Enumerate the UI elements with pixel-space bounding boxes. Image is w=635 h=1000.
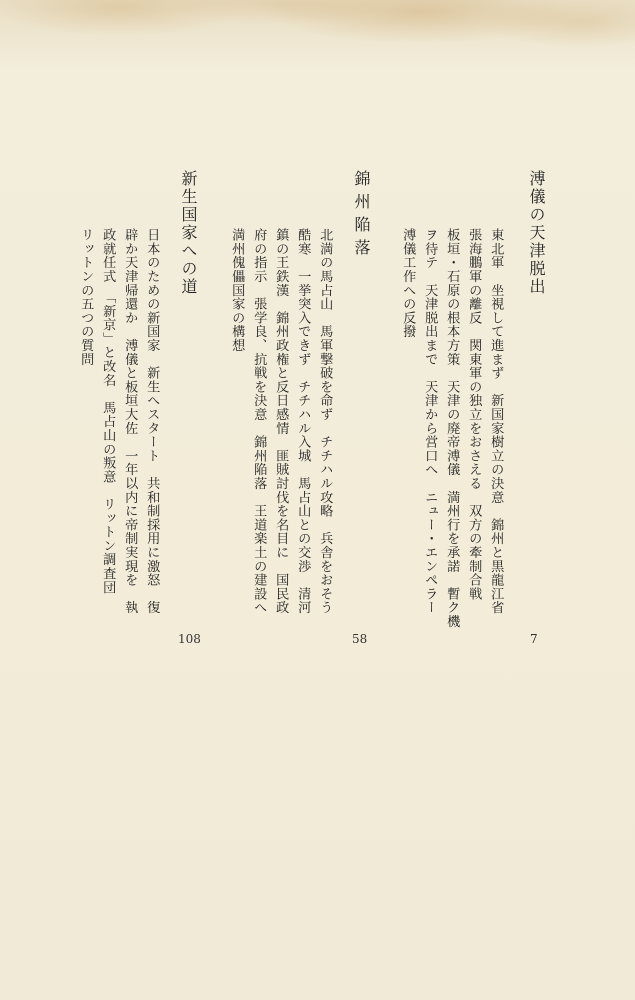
toc-line: 鎮の王鉄漢 錦州政権と反日感情 匪賊討伐を名目に 国民政 bbox=[273, 228, 289, 615]
toc-line: 満州傀儡国家の構想 bbox=[229, 228, 245, 353]
toc-line: 府の指示 張学良、抗戦を決意 錦州陥落 王道楽土の建設へ bbox=[251, 228, 267, 615]
toc-line: 北満の馬占山 馬軍撃破を命ず チチハル攻略 兵舎をおそう bbox=[317, 228, 333, 615]
page-number: 7 bbox=[530, 632, 538, 646]
section-heading-tenshin-escape: 溥儀の天津脱出 bbox=[527, 170, 546, 296]
toc-line: 東北軍 坐視して進まず 新国家樹立の決意 錦州と黒龍江省 bbox=[488, 228, 504, 615]
toc-line: 溥儀工作への反撥 bbox=[400, 228, 416, 339]
toc-line: 辟か天津帰還か 溥儀と板垣大佐 一年以内に帝制実現を 執 bbox=[122, 228, 138, 615]
toc-line: 日本のための新国家 新生へスタート 共和制採用に激怒 復 bbox=[144, 228, 160, 615]
page-number: 58 bbox=[352, 632, 368, 646]
water-stain bbox=[0, 0, 635, 70]
toc-line: 政就任式 「新京」と改名 馬占山の叛意 リットン調査団 bbox=[100, 228, 116, 594]
toc-line: 張海鵬軍の離反 関東軍の独立をおさえる 双方の牽制合戦 bbox=[466, 228, 482, 601]
section-heading-kinshu-fall: 錦州陥落 bbox=[352, 170, 371, 262]
toc-line: 板垣・石原の根本方策 天津の廃帝溥儀 満州行を承諾 暫ク機 bbox=[444, 228, 460, 629]
section-heading-new-nation: 新生国家への道 bbox=[179, 170, 198, 296]
toc-line: リットンの五つの質問 bbox=[78, 228, 94, 366]
toc-line: ヲ待テ 天津脱出まで 天津から営口へ ニュー・エンペラー bbox=[422, 228, 438, 615]
page-number: 108 bbox=[178, 632, 201, 646]
toc-line: 酷寒 一挙突入できず チチハル入城 馬占山との交渉 清河 bbox=[295, 228, 311, 615]
